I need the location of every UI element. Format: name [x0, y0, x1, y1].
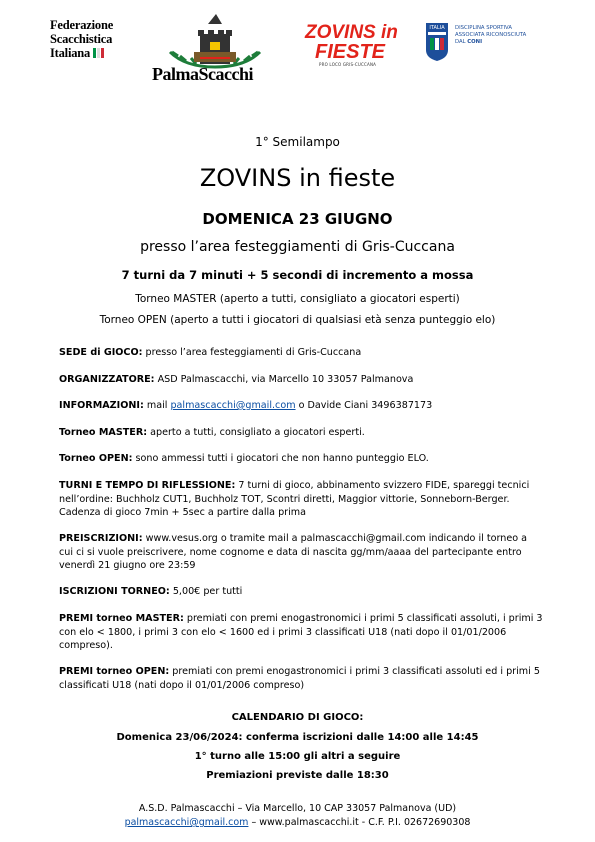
coni-line-2: ASSOCIATA RICONOSCIUTA [455, 32, 527, 38]
zovins-logo-line-1: ZOVINS in [305, 22, 398, 43]
fsi-logo [50, 18, 128, 60]
event-place: presso l’area festeggiamenti di Gris-Cuccana [140, 239, 455, 255]
calendar-title: CALENDARIO DI GIOCO: [231, 712, 364, 723]
zovins-logo-sub: PRO LOCO GRIS-CUCCANA [319, 62, 377, 67]
tmaster-label: Torneo MASTER: [59, 427, 148, 438]
zovins-logo [305, 24, 400, 79]
event-subtitle: 1° Semilampo [255, 135, 340, 149]
po-label: PREMI torneo OPEN: [59, 666, 170, 677]
fsi-line-3: Italiana [50, 46, 91, 60]
turni-text: 7 turni di gioco, abbinamento svizzero FIDE, spareggi tecnici nell’ordine: Buchholz CUT1, Buchholz TOT, Scontri diretti, Maggior vittorie, Sonneborn-Berger. Cadenza di gioco 7min + 5sec a partire dalla prima [59, 480, 530, 518]
pm-text: premiati con premi enogastronomici i primi 5 classificati assoluti, i primi 3 con elo < 1800, i primi 3 con elo < 1600 ed i primi 3 classificati U18 (nati dopo il 01/01/2006 compreso). [59, 613, 543, 651]
event-open: Torneo OPEN (aperto a tutti i giocatori di qualsiasi età senza punteggio elo) [99, 314, 496, 326]
calendar-line-3: Premiazioni previste dalle 18:30 [206, 770, 389, 781]
section-informazioni [59, 399, 544, 413]
po-text: premiati con premi enogastronomici i primi 3 classificati assoluti ed i primi 5 classificati U18 (nati dopo il 01/01/2006 compreso) [59, 666, 540, 691]
footer-line-1: A.S.D. Palmascacchi – Via Marcello, 10 CAP 33057 Palmanova (UD) [138, 803, 457, 814]
section-premi-master [59, 612, 544, 653]
tmaster-text: aperto a tutti, consigliato a giocatori esperti. [147, 427, 365, 438]
pre-text: www.vesus.org o tramite mail a palmascacchi@gmail.com indicando il torneo a cui ci si vuole preiscrivere, nome cognome e data di nascita gg/mm/aaaa del partecipante entro venerdì 21 giugno ore 23:59 [59, 533, 528, 571]
coni-line-3-pre: DAL [455, 39, 468, 45]
coni-text [455, 25, 555, 46]
section-preiscrizioni [59, 532, 544, 573]
info-label: INFORMAZIONI: [59, 400, 144, 411]
topen-label: Torneo OPEN: [59, 453, 133, 464]
coni-shield-label: ITALIA [429, 25, 445, 31]
flag-green [93, 48, 96, 58]
fsi-line-2: Scacchistica [50, 32, 113, 46]
event-date: DOMENICA 23 GIUGNO [202, 210, 393, 228]
info-pre: mail [143, 400, 171, 411]
pre-label: PREISCRIZIONI: [59, 533, 143, 544]
calendar-line-1: Domenica 23/06/2024: conferma iscrizioni dalle 14:00 alle 14:45 [116, 732, 479, 743]
calendar-line-2: 1° turno alle 15:00 gli altri a seguire [194, 751, 401, 762]
iscr-text: 5,00€ per tutti [169, 586, 243, 597]
fsi-line-1: Federazione [50, 18, 114, 32]
fsi-line-3-wrap [50, 46, 128, 60]
event-title: ZOVINS in fieste [199, 164, 396, 192]
org-label: ORGANIZZATORE: [59, 374, 155, 385]
coni-line-1: DISCIPLINA SPORTIVA [455, 25, 512, 31]
section-sede [59, 346, 544, 360]
section-premi-open [59, 665, 544, 692]
event-turns: 7 turni da 7 minuti + 5 secondi di incremento a mossa [121, 268, 474, 282]
section-torneo-master [59, 426, 544, 440]
pm-label: PREMI torneo MASTER: [59, 613, 184, 624]
coni-line-3 [455, 39, 555, 46]
topen-text: sono ammessi tutti i giocatori che non hanno punteggio ELO. [132, 453, 429, 464]
coni-line-3-bold: CONI [467, 39, 483, 45]
flag-white [97, 48, 100, 58]
org-text: ASD Palmascacchi, via Marcello 10 33057 Palmanova [154, 374, 414, 385]
zovins-logo-line-2: FIESTE [315, 41, 386, 63]
footer-line-2-rest: – www.palmascacchi.it - C.F. P.I. 02672690308 [248, 817, 471, 828]
flag-red [101, 48, 104, 58]
info-email-link[interactable]: palmascacchi@gmail.com [170, 400, 296, 411]
footer-email-link[interactable]: palmascacchi@gmail.com [124, 817, 249, 828]
sede-text: presso l’area festeggiamenti di Gris-Cuccana [142, 347, 362, 358]
info-post: o Davide Ciani 3496387173 [295, 400, 433, 411]
footer-line-2 [0, 817, 595, 828]
section-organizzatore [59, 373, 544, 387]
iscr-label: ISCRIZIONI TORNEO: [59, 586, 170, 597]
event-master: Torneo MASTER (aperto a tutti, consigliato a giocatori esperti) [135, 293, 460, 305]
turni-label: TURNI E TEMPO DI RIFLESSIONE: [59, 480, 236, 491]
section-turni [59, 479, 544, 520]
sede-label: SEDE di GIOCO: [59, 347, 143, 358]
section-iscrizioni [59, 585, 544, 599]
section-torneo-open [59, 452, 544, 466]
palmascacchi-name: PalmaScacchi [152, 64, 253, 84]
coni-shield-icon [425, 22, 449, 62]
